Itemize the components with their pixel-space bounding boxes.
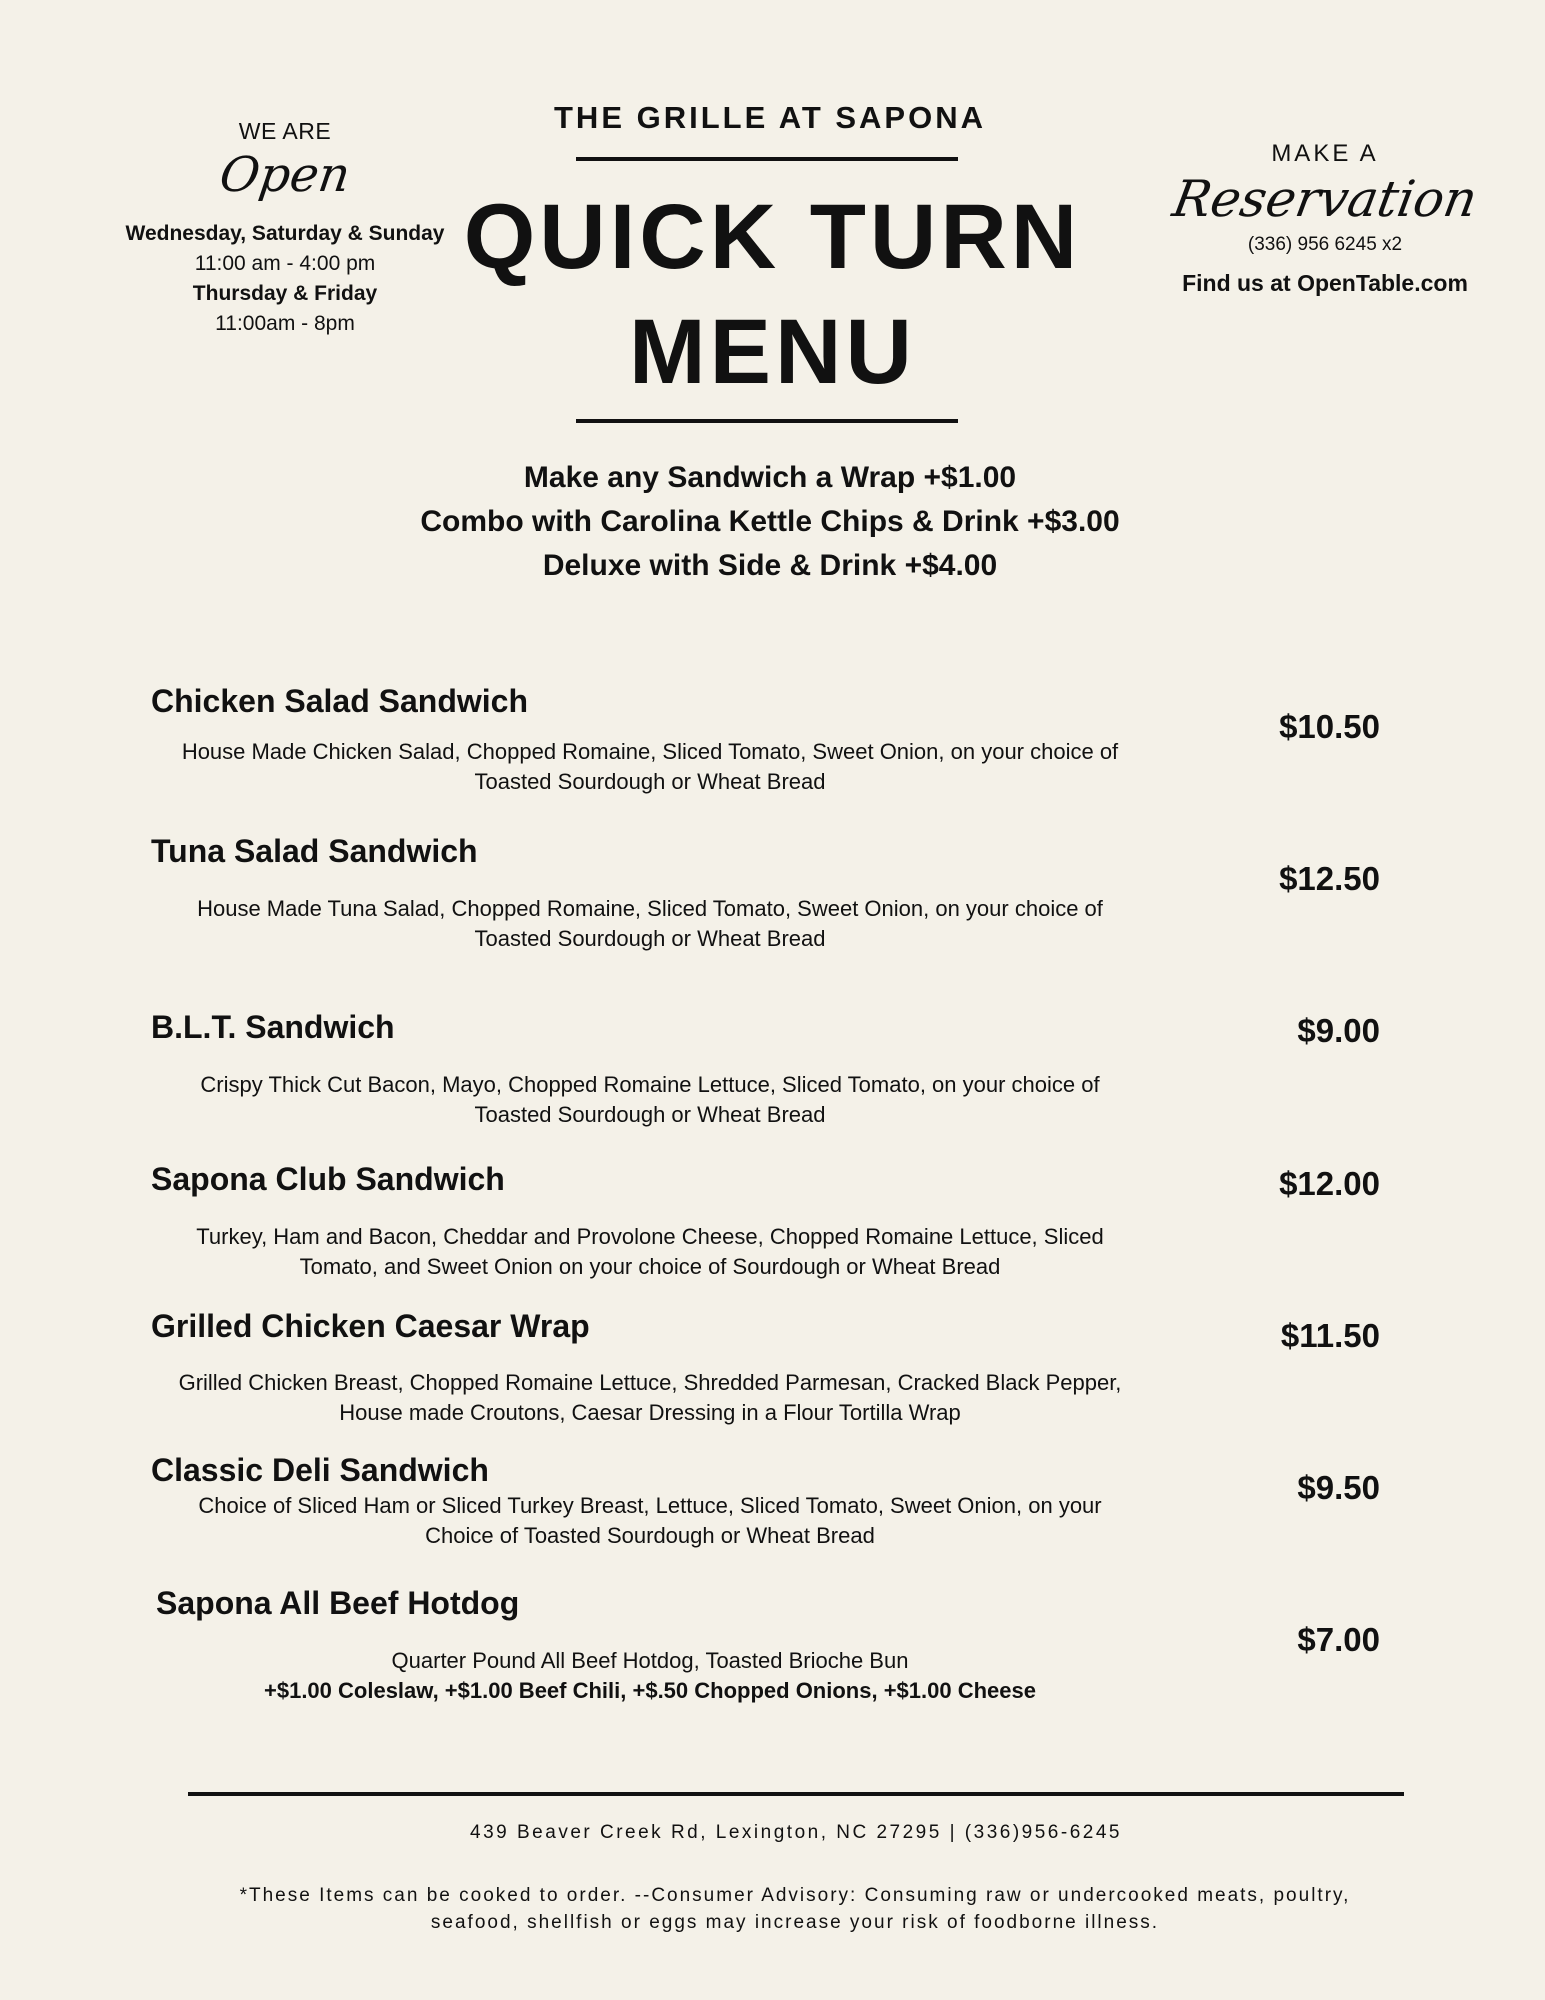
menu-item-price: $9.50 bbox=[1297, 1469, 1380, 1506]
menu-item-desc-line: Toasted Sourdough or Wheat Bread bbox=[474, 769, 826, 794]
reservation-block bbox=[1140, 140, 1510, 297]
reservation-phone: (336) 956 6245 x2 bbox=[1247, 234, 1403, 255]
advisory-line: *These Items can be cooked to order. --Consumer Advisory: Consuming raw or undercooked meats, poultry, bbox=[239, 1885, 1351, 1906]
menu-item-name: Sapona All Beef Hotdog bbox=[156, 1585, 520, 1621]
opentable-link[interactable]: Find us at OpenTable.com bbox=[1182, 270, 1468, 296]
menu-item-description bbox=[140, 1646, 1160, 1706]
menu-item-desc-line: Choice of Toasted Sourdough or Wheat Bread bbox=[425, 1523, 875, 1548]
menu-item-name: Sapona Club Sandwich bbox=[151, 1161, 505, 1197]
title-line-2: MENU bbox=[629, 301, 916, 403]
restaurant-name: THE GRILLE AT SAPONA bbox=[554, 100, 986, 135]
menu-item-extras: +$1.00 Coleslaw, +$1.00 Beef Chili, +$.50 Chopped Onions, +$1.00 Cheese bbox=[264, 1678, 1036, 1703]
title-line-1: QUICK TURN bbox=[463, 186, 1082, 288]
menu-item-desc-line: Tomato, and Sweet Onion on your choice of Sourdough or Wheat Bread bbox=[299, 1254, 1001, 1279]
page-title bbox=[400, 180, 1145, 410]
menu-item-desc-line: House Made Tuna Salad, Chopped Romaine, Sliced Tomato, Sweet Onion, on your choice of bbox=[197, 896, 1103, 921]
upgrade-options bbox=[300, 456, 1240, 588]
open-script: Open bbox=[216, 147, 354, 203]
menu-item-desc-line: Choice of Sliced Ham or Sliced Turkey Breast, Lettuce, Sliced Tomato, Sweet Onion, on your bbox=[198, 1493, 1102, 1518]
hours-days-1: Wednesday, Saturday & Sunday bbox=[125, 222, 445, 245]
advisory-line: seafood, shellfish or eggs may increase your risk of foodborne illness. bbox=[430, 1912, 1160, 1933]
menu-item-desc-line: Grilled Chicken Breast, Chopped Romaine Lettuce, Shredded Parmesan, Cracked Black Pepper, bbox=[178, 1370, 1122, 1395]
upgrade-deluxe: Deluxe with Side & Drink +$4.00 bbox=[542, 549, 998, 582]
consumer-advisory bbox=[180, 1882, 1410, 1936]
menu-item-desc-line: Crispy Thick Cut Bacon, Mayo, Chopped Romaine Lettuce, Sliced Tomato, on your choice of bbox=[200, 1072, 1100, 1097]
menu-item-desc-line: Turkey, Ham and Bacon, Cheddar and Provolone Cheese, Chopped Romaine Lettuce, Sliced bbox=[196, 1224, 1104, 1249]
hours-time-2: 11:00am - 8pm bbox=[215, 312, 355, 335]
menu-item-description bbox=[140, 1491, 1160, 1551]
menu-item-desc-line: Quarter Pound All Beef Hotdog, Toasted Brioche Bun bbox=[391, 1648, 909, 1673]
menu-item-name: Classic Deli Sandwich bbox=[151, 1452, 489, 1488]
we-are-label: WE ARE bbox=[238, 118, 332, 144]
reservation-script: Reservation bbox=[1168, 170, 1482, 228]
menu-item-price: $12.00 bbox=[1279, 1165, 1380, 1202]
header-rule-top bbox=[576, 157, 958, 161]
menu-item-description bbox=[140, 894, 1160, 954]
menu-item-price: $12.50 bbox=[1279, 860, 1380, 897]
menu-item-desc-line: Toasted Sourdough or Wheat Bread bbox=[474, 926, 826, 951]
upgrade-combo: Combo with Carolina Kettle Chips & Drink +$3.00 bbox=[420, 505, 1120, 538]
make-a-label: MAKE A bbox=[1271, 140, 1379, 167]
upgrade-wrap: Make any Sandwich a Wrap +$1.00 bbox=[523, 461, 1017, 494]
menu-item-description bbox=[140, 737, 1160, 797]
footer-address: 439 Beaver Creek Rd, Lexington, NC 27295 | (336)956-6245 bbox=[470, 1822, 1122, 1843]
menu-item-price: $11.50 bbox=[1280, 1317, 1380, 1354]
footer-rule bbox=[188, 1792, 1404, 1796]
menu-item-name: B.L.T. Sandwich bbox=[151, 1009, 395, 1045]
menu-item-price: $9.00 bbox=[1297, 1012, 1380, 1049]
menu-item-name: Grilled Chicken Caesar Wrap bbox=[151, 1308, 590, 1344]
menu-item-price: $7.00 bbox=[1297, 1621, 1380, 1658]
menu-item-description bbox=[140, 1070, 1160, 1130]
menu-item-desc-line: House made Croutons, Caesar Dressing in a Flour Tortilla Wrap bbox=[339, 1400, 961, 1425]
menu-item-description bbox=[140, 1368, 1160, 1428]
header-rule-bottom bbox=[576, 419, 958, 423]
menu-item-price: $10.50 bbox=[1279, 708, 1380, 745]
hours-time-1: 11:00 am - 4:00 pm bbox=[194, 252, 376, 275]
menu-item-name: Chicken Salad Sandwich bbox=[151, 683, 528, 719]
menu-item-description bbox=[140, 1222, 1160, 1282]
menu-item-name: Tuna Salad Sandwich bbox=[151, 833, 478, 869]
menu-item-desc-line: Toasted Sourdough or Wheat Bread bbox=[474, 1102, 826, 1127]
hours-days-2: Thursday & Friday bbox=[192, 282, 378, 305]
menu-item-desc-line: House Made Chicken Salad, Chopped Romaine, Sliced Tomato, Sweet Onion, on your choice of bbox=[181, 739, 1119, 764]
